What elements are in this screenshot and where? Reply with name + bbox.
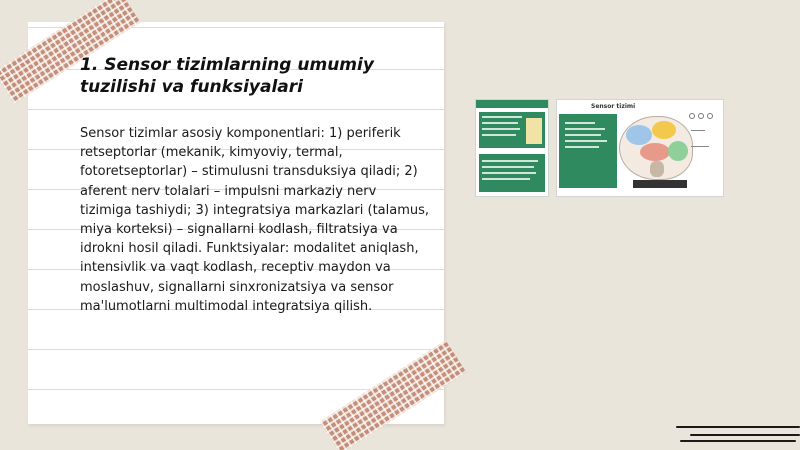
thumbnail-text-line [482,178,530,180]
brain-region [626,125,652,145]
thumbnail-text-line [565,146,599,148]
thumbnail-text-line [482,166,534,168]
thumbnail-header-bar [476,100,548,108]
diagram-label-line [691,146,709,147]
decorative-line [676,426,800,428]
thumbnail-caption-bar [633,180,687,188]
thumbnail-slide-right [556,99,724,197]
slide-title: 1. Sensor tizimlarning umumiy tuzilishi va funksiyalari [80,55,374,97]
circle-icon [689,113,695,119]
circle-icon [698,113,704,119]
diagram-label-line [691,130,705,131]
thumbnail-text-line [565,134,601,136]
thumbnail-text-line [482,134,516,136]
brain-region [668,141,688,161]
decorative-line [690,434,800,436]
thumbnail-text-line [565,122,595,124]
thumbnail-text-line [565,128,605,130]
thumbnail-text-line [482,172,536,174]
slide-body-text: Sensor tizimlar asosiy komponentlari: 1) periferik retseptorlar (mekanik, kimyoviy, termal, fotoretseptorlar) – stimulusni transduksiya qiladi; 2) aferent nerv tolalari – impulsni markaziy nerv tizimiga tashiydi; 3) integratsiya markazlari (talamus, miya korteksi) – signallarni kodlash, filtratsiya va idrokni hosil qiladi. Funktsiyalar: modalitet aniqlash, intensivlik va vaqt kodlash, receptiv maydon va moslashuv, signallarni sinxronizatsiya va sensor ma'lumotlarni multimodal integratsiya qilish. [80,126,430,314]
brain-region [652,121,676,139]
thumbnail-image [526,118,542,144]
thumbnail-text-line [482,128,520,130]
brain-region [640,143,670,161]
thumbnail-text-line [482,122,518,124]
thumbnail-title: Sensor tizimi [591,103,636,110]
brain-stem [650,161,664,177]
thumbnail-text-line [482,160,538,162]
thumbnail-text-line [482,116,522,118]
circle-icon [707,113,713,119]
brain-diagram-icon [619,116,693,180]
thumbnail-green-panel [559,114,617,188]
thumbnail-slide-left [475,99,549,197]
thumbnail-window-controls [686,104,713,123]
thumbnail-text-line [565,140,607,142]
decorative-line [680,440,796,442]
